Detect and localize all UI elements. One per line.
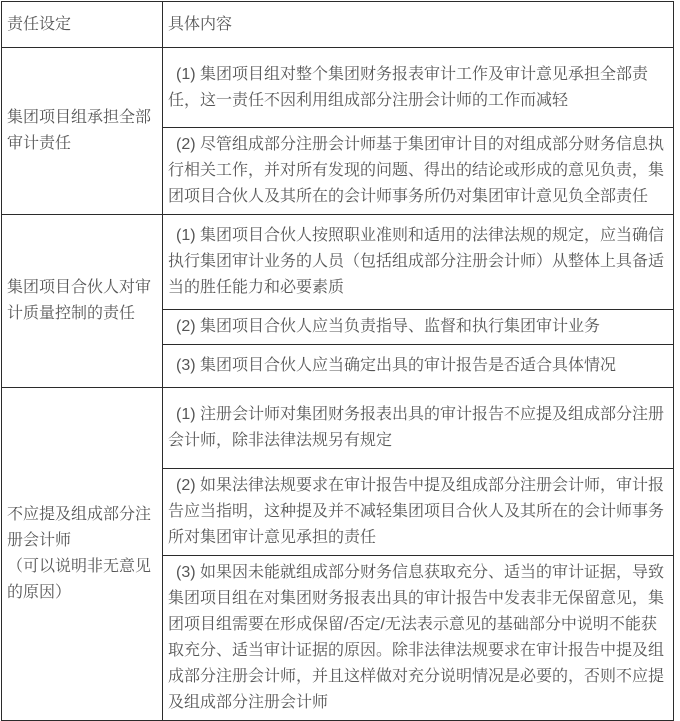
column-header-responsibility: 责任设定 bbox=[2, 2, 163, 48]
section-note: （可以说明非无意见的原因） bbox=[7, 558, 152, 601]
table-row bbox=[2, 215, 674, 310]
content-item-text: (1) 注册会计师对集团财务报表出具的审计报告不应提及组成部分注册会计师，除非法律法规另有规定 bbox=[168, 406, 665, 449]
section-title-no-reference bbox=[2, 388, 163, 721]
content-cell bbox=[163, 310, 674, 345]
content-item-text: (2) 尽管组成部分注册会计师基于集团审计目的对组成部分财务信息执行相关工作，并对所有发现的问题、得出的结论或形成的意见负责，集团项目合伙人及其所在的会计师事务所仍对集团审计意见负全部责任 bbox=[168, 136, 665, 205]
content-cell bbox=[163, 215, 674, 310]
content-item-text: (2) 集团项目合伙人应当负责指导、监督和执行集团审计业务 bbox=[176, 318, 601, 335]
content-cell bbox=[163, 556, 674, 721]
content-cell bbox=[163, 388, 674, 469]
section-title-text: 不应提及组成部分注册会计师 bbox=[7, 506, 152, 549]
table-header-row bbox=[2, 2, 674, 48]
content-item-text: (1) 集团项目合伙人按照职业准则和适用的法律法规的规定，应当确信执行集团审计业务的人员（包括组成部分注册会计师）从整体上具备适当的胜任能力和必要素质 bbox=[168, 227, 665, 296]
section-title-text: 集团项目合伙人对审计质量控制的责任 bbox=[7, 279, 152, 322]
content-cell bbox=[163, 345, 674, 388]
section-title-full-responsibility bbox=[2, 48, 163, 215]
table-row bbox=[2, 48, 674, 128]
content-item-text: (3) 集团项目合伙人应当确定出具的审计报告是否适合具体情况 bbox=[176, 357, 617, 374]
content-item-text: (1) 集团项目组对整个集团财务报表审计工作及审计意见承担全部责任，这一责任不因利用组成部分注册会计师的工作而减轻 bbox=[168, 65, 649, 109]
section-title-quality-control bbox=[2, 215, 163, 388]
content-item-text: (2) 如果法律法规要求在审计报告中提及组成部分注册会计师，审计报告应当指明，这种提及并不减轻集团项目合伙人及其所在的会计师事务所对集团审计意见承担的责任 bbox=[168, 477, 665, 546]
table-row bbox=[2, 388, 674, 469]
audit-responsibility-table bbox=[1, 1, 674, 721]
content-cell bbox=[163, 128, 674, 215]
column-header-content: 具体内容 bbox=[163, 2, 674, 48]
content-cell bbox=[163, 48, 674, 128]
section-title-text: 集团项目组承担全部审计责任 bbox=[7, 109, 152, 152]
content-cell bbox=[163, 469, 674, 556]
content-item-text: (3) 如果因未能就组成部分财务信息获取充分、适当的审计证据，导致集团项目组在对集团财务报表出具的审计报告中发表非无保留意见，集团项目组需要在形成保留/否定/无法表示意见的基础部分中说明不能获取充分、适当审计证据的原因。除非法律法规要求在审计报告中提及组成部分注册会计师，并且这样做对充分说明情况是必要的，否则不应提及组成部分注册会计师 bbox=[168, 564, 665, 711]
